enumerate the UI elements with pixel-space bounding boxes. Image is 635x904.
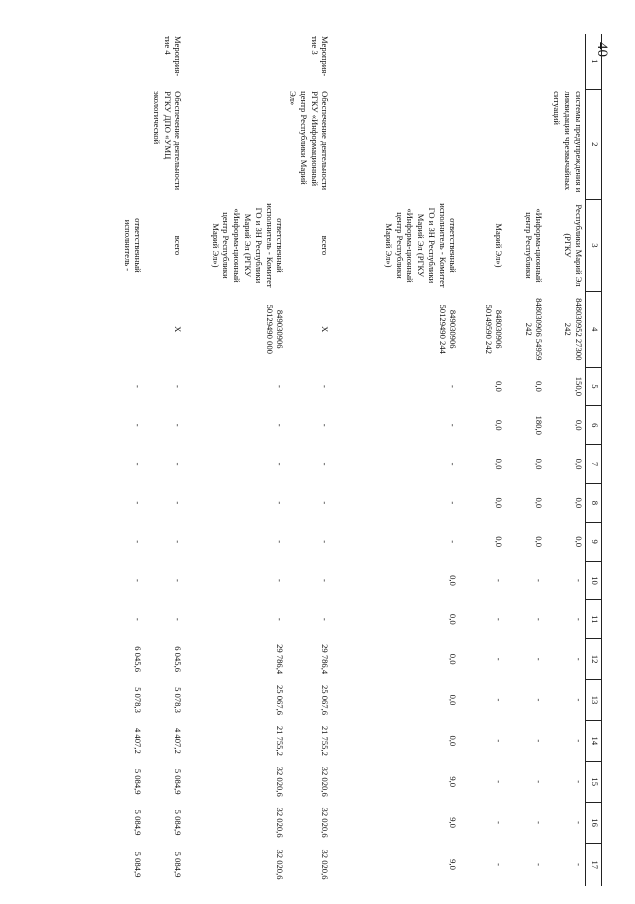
cell-c2 (332, 89, 460, 199)
cell-value: 32 020,6 (275, 849, 286, 880)
cell-c1 (506, 34, 546, 89)
cell-value: - (320, 579, 331, 582)
cell-c1 (546, 34, 586, 89)
cell-value: - (534, 780, 545, 784)
cell-value: 0,0 (574, 458, 584, 470)
column-header-7: 7 (586, 445, 602, 484)
cell-value: 5 084,9 (173, 809, 184, 836)
cell-value: - (494, 617, 505, 621)
cell-c4 (114, 291, 144, 367)
cell-value: 9,0 (448, 776, 459, 788)
cell-value: 32 020,6 (275, 766, 286, 797)
cell-c3: Республики Марий Эл (РГКУ (563, 204, 584, 287)
table-row (506, 34, 546, 886)
cell-value: - (534, 739, 545, 743)
cell-value: - (320, 540, 331, 544)
cell-value: 25 067,6 (320, 684, 331, 716)
cell-value: - (534, 698, 545, 702)
cell-value: - (173, 462, 184, 466)
cell-value: - (494, 780, 505, 784)
cell-value: 21 755,2 (320, 725, 331, 756)
column-header-9: 9 (586, 522, 602, 561)
column-header-8: 8 (586, 483, 602, 522)
page-number: 40 (594, 42, 610, 57)
cell-c2: Обеспечение деятельности РГКУ «Информационный центр Республики Марий Эл» (288, 91, 331, 191)
column-header-12: 12 (586, 639, 602, 680)
cell-value: - (133, 540, 144, 544)
table-row (184, 34, 286, 886)
cell-c3: всего (173, 235, 184, 256)
cell-value: 0,0 (574, 536, 584, 548)
cell-c4: Х (320, 326, 331, 333)
cell-value: 0,0 (448, 694, 459, 706)
cell-value: - (534, 617, 545, 621)
cell-value: - (448, 501, 459, 505)
cell-value: - (574, 579, 584, 582)
cell-value: - (320, 501, 331, 505)
cell-value: - (173, 540, 184, 544)
cell-c2 (114, 89, 144, 199)
cell-value: - (494, 821, 505, 824)
cell-value: 21 755,2 (275, 725, 286, 756)
cell-value: - (574, 657, 584, 661)
cell-value: - (173, 579, 184, 582)
column-header-15: 15 (586, 761, 602, 802)
cell-value: - (494, 739, 505, 743)
cell-value: 29 786,4 (275, 644, 286, 675)
cell-value: - (320, 617, 331, 621)
header-row (586, 34, 602, 886)
column-header-13: 13 (586, 680, 602, 721)
column-header-1: 1 (586, 34, 602, 89)
cell-value: - (275, 617, 286, 621)
column-header-5: 5 (586, 367, 602, 406)
cell-value: 5 084,9 (133, 768, 144, 795)
cell-c3: ответственный исполнитель - (122, 218, 144, 273)
cell-value: 4 407,2 (173, 727, 184, 754)
cell-c2: Обеспечение деятельности РГКУ ДПО «УМЦ экологической (151, 91, 184, 191)
cell-value: - (494, 863, 505, 866)
cell-value: 0,0 (448, 735, 459, 747)
cell-c4: 848030906 50149590 242 (483, 304, 505, 354)
cell-value: - (275, 423, 286, 427)
cell-value: 0,0 (574, 497, 584, 509)
cell-value: 0,0 (534, 497, 545, 509)
cell-value: - (534, 579, 545, 582)
column-header-11: 11 (586, 600, 602, 639)
cell-c2 (184, 89, 286, 199)
cell-value: 0,0 (534, 381, 545, 392)
cell-value: 5 084,9 (133, 851, 144, 878)
table-row (460, 34, 506, 886)
cell-value: - (320, 423, 331, 427)
cell-c1 (460, 34, 506, 89)
cell-c4: 849030906 50129490 244 (437, 304, 459, 354)
rotated-table-page (92, 34, 602, 886)
cell-c3: «Информа-ционный центр Республики (523, 208, 545, 283)
table-row (144, 34, 184, 886)
cell-value: - (574, 698, 584, 702)
cell-value: - (574, 863, 584, 866)
cell-value: - (133, 384, 144, 388)
cell-value: 0,0 (448, 575, 459, 586)
column-header-6: 6 (586, 406, 602, 445)
cell-value: 32 020,6 (320, 766, 331, 797)
cell-c1: Мероприя-тие 4 (162, 36, 184, 77)
cell-value: - (534, 657, 545, 661)
cell-value: 32 020,6 (275, 807, 286, 838)
column-header-14: 14 (586, 720, 602, 761)
cell-value: 0,0 (494, 419, 505, 431)
cell-value: 5 078,3 (173, 687, 184, 713)
cell-value: - (448, 540, 459, 544)
cell-value: 4 407,2 (133, 727, 144, 754)
cell-value: 5 078,3 (133, 687, 144, 713)
cell-value: - (574, 821, 584, 824)
cell-value: - (320, 384, 331, 388)
cell-value: 25 067,6 (275, 684, 286, 716)
cell-value: - (133, 579, 144, 582)
cell-value: 0,0 (448, 653, 459, 665)
cell-value: 0,0 (494, 458, 505, 470)
table-row (546, 34, 586, 886)
cell-c2 (506, 89, 546, 199)
cell-value: - (275, 501, 286, 505)
cell-value: 5 084,9 (133, 809, 144, 836)
cell-value: - (275, 540, 286, 544)
cell-value: - (320, 462, 331, 466)
cell-value: - (133, 617, 144, 621)
cell-value: - (494, 657, 505, 661)
cell-value: - (534, 863, 545, 866)
cell-value: 32 020,6 (320, 849, 331, 880)
cell-c3: Марий Эл») (494, 223, 505, 268)
cell-c4: 849030906 50129490 000 (264, 304, 286, 354)
cell-value: - (275, 462, 286, 466)
cell-value: - (275, 384, 286, 388)
cell-value: - (574, 780, 584, 784)
cell-value: - (173, 501, 184, 505)
table-row (286, 34, 331, 886)
cell-c3: ответственный исполнитель - Комитет ГО и ЗН Республики Марий Эл (РГКУ «Информа-ционный центр Республики Марий Эл») (383, 203, 459, 288)
cell-c4: 848030906 54959 242 (523, 298, 545, 361)
cell-value: - (574, 617, 584, 621)
cell-value: 6 045,6 (133, 646, 144, 673)
table-row (332, 34, 460, 886)
cell-c3: ответственный исполнитель - Комитет ГО и ЗН Республики Марий Эл (РГКУ «Информа-ционный центр Республики Марий Эл») (210, 203, 286, 288)
cell-value: 0,0 (494, 536, 505, 548)
cell-value: 180,0 (534, 415, 545, 435)
cell-value: - (133, 501, 144, 505)
cell-value: - (173, 384, 184, 388)
cell-value: - (494, 698, 505, 702)
cell-value: - (133, 423, 144, 427)
cell-value: 9,0 (448, 817, 459, 828)
cell-value: - (494, 579, 505, 582)
cell-value: 5 084,9 (173, 851, 184, 878)
cell-value: 0,0 (448, 613, 459, 625)
column-header-10: 10 (586, 561, 602, 600)
cell-value: 6 045,6 (173, 646, 184, 673)
cell-value: - (534, 821, 545, 824)
cell-value: - (275, 579, 286, 582)
cell-value: 0,0 (534, 536, 545, 548)
cell-value: 9,0 (448, 859, 459, 870)
cell-value: - (173, 423, 184, 427)
cell-value: 150,0 (574, 376, 584, 397)
column-header-4: 4 (586, 291, 602, 367)
column-header-3: 3 (586, 199, 602, 291)
cell-c1 (114, 34, 144, 89)
cell-value: - (448, 423, 459, 427)
cell-value: 0,0 (494, 497, 505, 509)
cell-c1: Мероприя-тие 3 (309, 36, 331, 77)
cell-value: 32 020,6 (320, 807, 331, 838)
cell-value: 5 084,9 (173, 768, 184, 795)
column-header-2: 2 (586, 89, 602, 199)
column-header-17: 17 (586, 843, 602, 886)
budget-table (114, 34, 602, 886)
cell-c1 (332, 34, 460, 89)
cell-c4: Х (173, 326, 184, 333)
column-header-16: 16 (586, 802, 602, 843)
cell-value: - (133, 462, 144, 466)
cell-value: 29 786,4 (320, 644, 331, 675)
cell-c3: всего (320, 235, 331, 256)
cell-value: 0,0 (574, 419, 584, 431)
cell-c2 (460, 89, 506, 199)
table-row (114, 34, 144, 886)
cell-c2: системы предупреждения и ликвидации чрезвычайных ситуаций (552, 91, 584, 193)
cell-c4: 848030952 27300 242 (563, 298, 584, 361)
table-body (114, 34, 585, 886)
cell-value: 0,0 (534, 458, 545, 470)
cell-value: - (448, 462, 459, 466)
cell-value: - (173, 617, 184, 621)
cell-value: 0,0 (494, 381, 505, 392)
cell-value: - (448, 384, 459, 388)
cell-value: - (574, 739, 584, 743)
cell-c1 (184, 34, 286, 89)
